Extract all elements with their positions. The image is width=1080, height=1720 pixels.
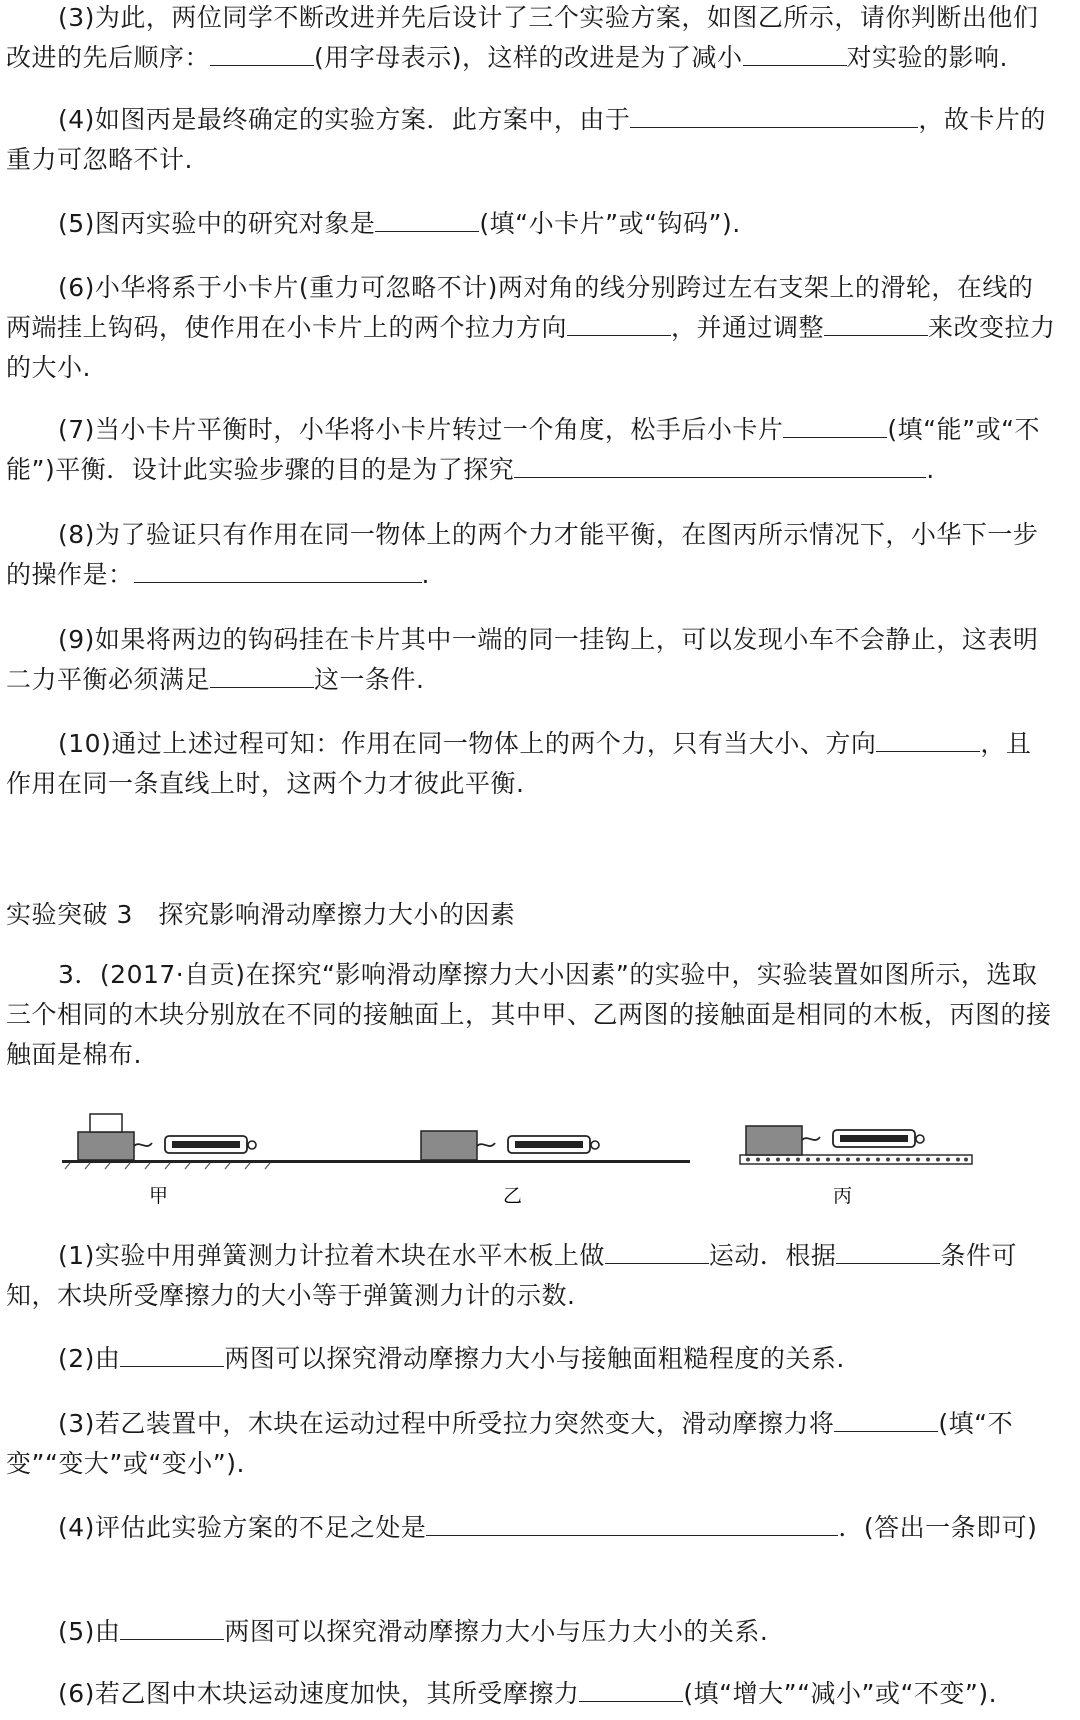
q2-item-4 xyxy=(6,100,1056,180)
answer-blank[interactable] xyxy=(834,1404,938,1432)
q3-item-5-text-b: 两图可以探究滑动摩擦力大小与压力大小的关系. xyxy=(224,1617,769,1646)
answer-blank[interactable] xyxy=(210,660,314,688)
wood-block xyxy=(78,1132,134,1160)
q3-item-4-text-a: (4)评估此实验方案的不足之处是 xyxy=(58,1513,427,1542)
q2-item-5-text-a: (5)图丙实验中的研究对象是 xyxy=(58,209,376,238)
answer-blank[interactable] xyxy=(120,1612,224,1640)
q2-item-6-text-c: 来改变拉力的大小. xyxy=(6,313,1056,382)
wood-block xyxy=(746,1126,802,1155)
q2-item-5-text-b: (填“小卡片”或“钩码”). xyxy=(479,209,741,238)
setup-yi xyxy=(421,1131,599,1207)
q3-item-5-text-a: (5)由 xyxy=(58,1617,121,1646)
q3-item-3-text-b: (填“不变”“变大”或“变小”). xyxy=(6,1409,1014,1478)
q3-item-1 xyxy=(6,1236,1056,1316)
q3-item-6-text-a: (6)若乙图中木块运动速度加快，其所受摩擦力 xyxy=(58,1679,580,1708)
q2-item-9-text-b: 这一条件. xyxy=(314,665,425,694)
wood-block xyxy=(421,1131,477,1160)
q3-item-5 xyxy=(6,1612,1056,1652)
figure-label-jia: 甲 xyxy=(149,1185,169,1207)
answer-blank[interactable] xyxy=(210,38,314,66)
answer-blank[interactable] xyxy=(630,100,918,128)
q2-item-7 xyxy=(6,410,1056,490)
q2-item-6 xyxy=(6,268,1056,388)
q2-item-3-text-c: 对实验的影响. xyxy=(846,43,1008,72)
answer-blank[interactable] xyxy=(824,308,928,336)
q3-item-3 xyxy=(6,1404,1056,1484)
answer-blank[interactable] xyxy=(426,1508,838,1536)
answer-blank[interactable] xyxy=(743,38,847,66)
q2-item-9-text-a: (9)如果将两边的钩码挂在卡片其中一端的同一挂钩上，可以发现小车不会静止，这表明二力平衡必须满足 xyxy=(6,625,1039,694)
q3-item-2-text-b: 两图可以探究滑动摩擦力大小与接触面粗糙程度的关系. xyxy=(224,1344,845,1373)
q3-item-6-text-b: (填“增大”“减小”或“不变”). xyxy=(683,1679,998,1708)
q2-item-9 xyxy=(6,620,1056,700)
q3-item-2-text-a: (2)由 xyxy=(58,1344,121,1373)
answer-blank[interactable] xyxy=(514,450,926,478)
q2-item-3 xyxy=(6,0,1056,78)
section-heading: 实验突破 3 探究影响滑动摩擦力大小的因素 xyxy=(6,900,516,929)
q2-item-6-text-a: (6)小华将系于小卡片(重力可忽略不计)两对角的线分别跨过左右支架上的滑轮，在线的两端挂上钩码，使作用在小卡片上的两个拉力方向 xyxy=(6,273,1034,342)
q2-item-7-text-a: (7)当小卡片平衡时，小华将小卡片转过一个角度，松手后小卡片 xyxy=(58,415,784,444)
answer-blank[interactable] xyxy=(579,1674,683,1702)
q2-item-3-text-a: (3)为此，两位同学不断改进并先后设计了三个实验方案，如图乙所示，请你判断出他们改进的先后顺序： xyxy=(6,3,1039,72)
weight-block xyxy=(90,1114,122,1132)
q2-item-10-text-b: ，且作用在同一条直线上时，这两个力才彼此平衡. xyxy=(6,729,1032,798)
q3-item-1-text-c: 条件可知，木块所受摩擦力的大小等于弹簧测力计的示数. xyxy=(6,1241,1017,1310)
experiment-figure xyxy=(0,1095,1080,1215)
q2-item-8 xyxy=(6,515,1056,595)
answer-blank[interactable] xyxy=(836,1236,940,1264)
q2-item-7-text-c: . xyxy=(926,455,935,484)
q2-item-5 xyxy=(6,204,1056,244)
q3-item-1-text-b: 运动．根据 xyxy=(708,1241,837,1270)
q3-item-4-text-b: ．(答出一条即可) xyxy=(838,1513,1038,1542)
answer-blank[interactable] xyxy=(876,724,980,752)
answer-blank[interactable] xyxy=(134,555,422,583)
q3-intro: 3．(2017·自贡)在探究“影响滑动摩擦力大小因素”的实验中，实验装置如图所示，选取三个相同的木块分别放在不同的接触面上，其中甲、乙两图的接触面是相同的木板，丙图的接触面是棉布. xyxy=(6,960,1052,1069)
q2-item-6-text-b: ，并通过调整 xyxy=(671,313,825,342)
q2-item-10-text-a: (10)通过上述过程可知：作用在同一物体上的两个力，只有当大小、方向 xyxy=(58,729,877,758)
q3-item-1-text-a: (1)实验中用弹簧测力计拉着木块在水平木板上做 xyxy=(58,1241,605,1270)
q2-item-8-text-b: . xyxy=(421,560,430,589)
answer-blank[interactable] xyxy=(375,204,479,232)
q3-item-2 xyxy=(6,1339,1056,1379)
friction-apparatus-diagram xyxy=(0,1095,1080,1215)
q2-item-7-text-b: (填“能”或“不能”)平衡．设计此实验步骤的目的是为了探究 xyxy=(6,415,1041,484)
q2-item-10 xyxy=(6,724,1056,804)
q2-item-8-text-a: (8)为了验证只有作用在同一物体上的两个力才能平衡，在图丙所示情况下，小华下一步的操作是： xyxy=(6,520,1039,589)
q3-item-4 xyxy=(6,1508,1056,1548)
q3-item-6 xyxy=(6,1674,1056,1714)
setup-jia xyxy=(62,1114,690,1207)
q3-item-3-text-a: (3)若乙装置中，木块在运动过程中所受拉力突然变大，滑动摩擦力将 xyxy=(58,1409,835,1438)
answer-blank[interactable] xyxy=(783,410,887,438)
setup-bing xyxy=(740,1126,972,1207)
answer-blank[interactable] xyxy=(567,308,671,336)
figure-label-bing: 丙 xyxy=(833,1185,853,1207)
q2-item-4-text-a: (4)如图丙是最终确定的实验方案．此方案中，由于 xyxy=(58,105,631,134)
q2-item-4-text-b: ，故卡片的重力可忽略不计. xyxy=(6,105,1046,174)
answer-blank[interactable] xyxy=(605,1236,709,1264)
answer-blank[interactable] xyxy=(120,1339,224,1367)
q2-item-3-text-b: (用字母表示)，这样的改进是为了减小 xyxy=(314,43,743,72)
figure-label-yi: 乙 xyxy=(503,1185,523,1207)
